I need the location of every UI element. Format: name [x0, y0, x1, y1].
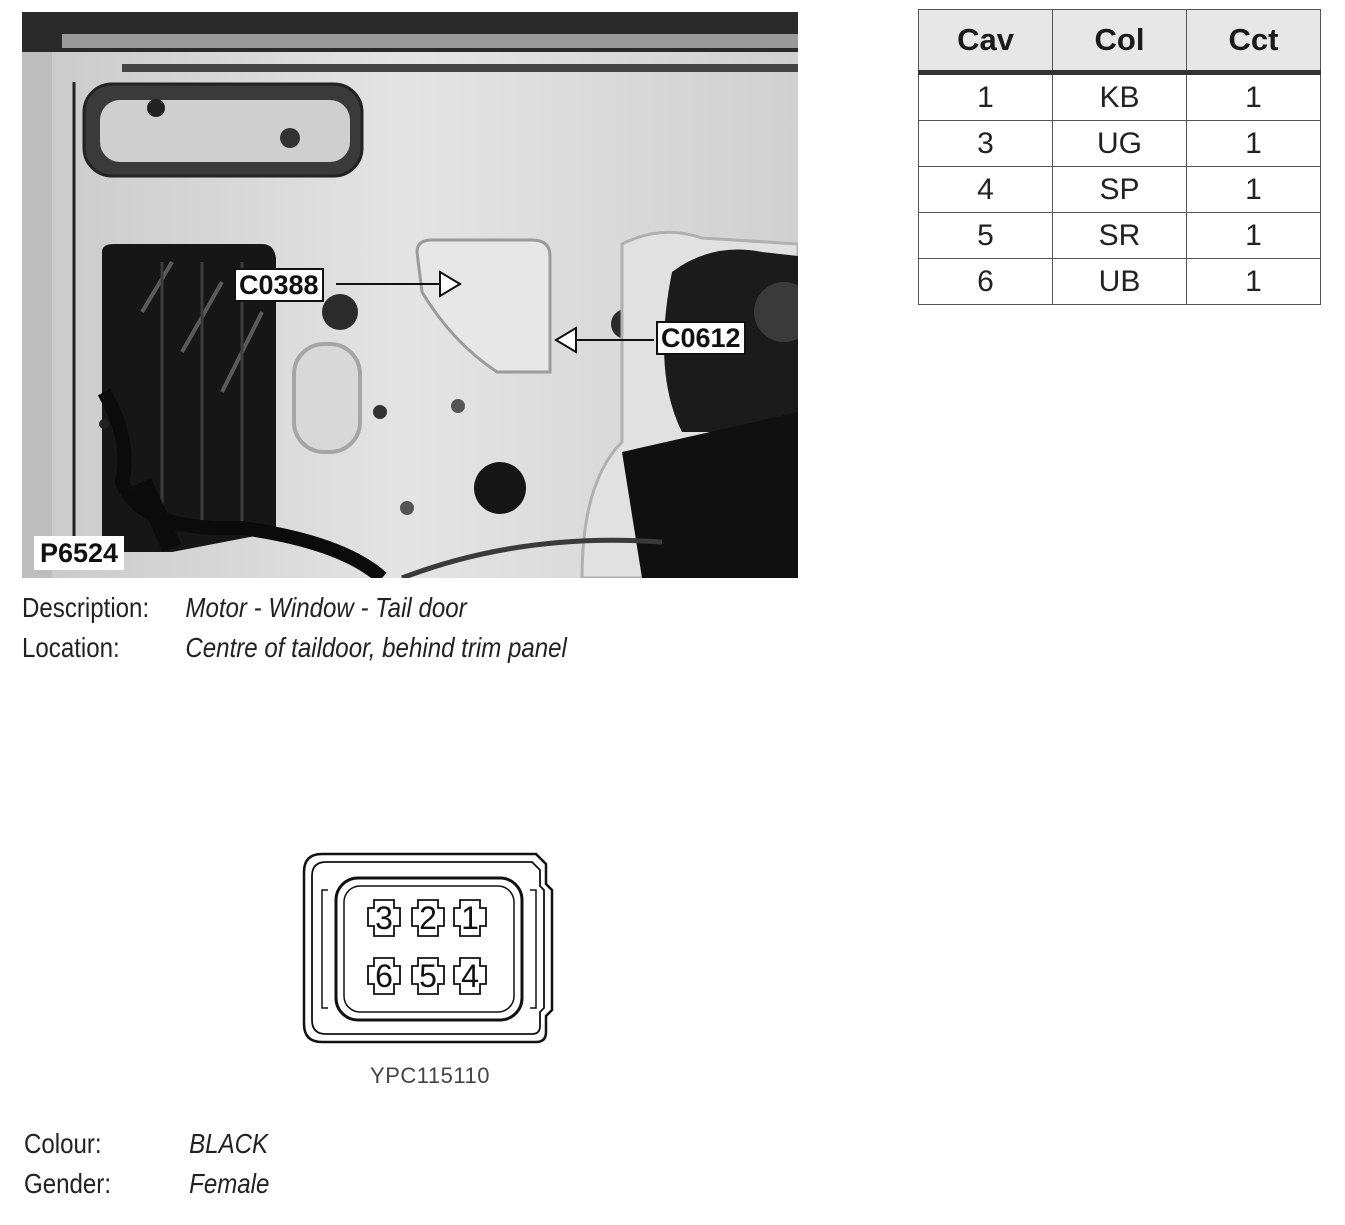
cell-col: SP	[1053, 167, 1187, 213]
pin-table	[918, 9, 1321, 305]
connector-location-photo	[22, 12, 798, 578]
location-label: Location:	[22, 632, 120, 663]
description-block	[22, 588, 567, 668]
pin-label-6: 6	[375, 958, 393, 994]
colour-value: BLACK	[189, 1128, 269, 1159]
cell-col: KB	[1053, 73, 1187, 121]
cell-cav: 5	[919, 213, 1053, 259]
gender-value: Female	[189, 1168, 270, 1199]
connector-housing-outline	[300, 850, 556, 1046]
cell-cav: 4	[919, 167, 1053, 213]
cell-col: UB	[1053, 259, 1187, 305]
description-value: Motor - Window - Tail door	[185, 592, 467, 623]
table-header-row	[919, 10, 1321, 73]
cell-cct: 1	[1187, 167, 1321, 213]
table-row	[919, 121, 1321, 167]
connector-face-diagram	[300, 850, 556, 1046]
description-label: Description:	[22, 592, 150, 623]
description-row	[22, 588, 467, 628]
pin-label-5: 5	[419, 958, 437, 994]
cell-cct: 1	[1187, 213, 1321, 259]
cell-cct: 1	[1187, 121, 1321, 167]
location-value: Centre of taildoor, behind trim panel	[185, 632, 567, 663]
pin-label-1: 1	[461, 900, 479, 936]
pin-label-2: 2	[419, 900, 437, 936]
table-row	[919, 73, 1321, 121]
table-row	[919, 167, 1321, 213]
table-row	[919, 213, 1321, 259]
cell-col: UG	[1053, 121, 1187, 167]
pin-label-3: 3	[375, 900, 393, 936]
cell-cav: 3	[919, 121, 1053, 167]
callout-c0612: C0612	[656, 321, 746, 355]
location-row	[22, 628, 567, 668]
connector-attributes-block	[24, 1124, 270, 1204]
gender-row	[24, 1164, 270, 1204]
header-cct: Cct	[1187, 10, 1321, 73]
pin-label-4: 4	[461, 958, 479, 994]
colour-label: Colour:	[24, 1128, 102, 1159]
cell-col: SR	[1053, 213, 1187, 259]
gender-label: Gender:	[24, 1168, 112, 1199]
colour-row	[24, 1124, 269, 1164]
header-cav: Cav	[919, 10, 1053, 73]
cell-cav: 6	[919, 259, 1053, 305]
photo-reference-label: P6524	[34, 536, 124, 570]
callout-c0388: C0388	[234, 268, 324, 302]
table-row	[919, 259, 1321, 305]
cell-cct: 1	[1187, 259, 1321, 305]
header-col: Col	[1053, 10, 1187, 73]
connector-part-number: YPC115110	[370, 1063, 490, 1088]
cell-cct: 1	[1187, 73, 1321, 121]
cell-cav: 1	[919, 73, 1053, 121]
door-panel-illustration	[22, 12, 798, 578]
